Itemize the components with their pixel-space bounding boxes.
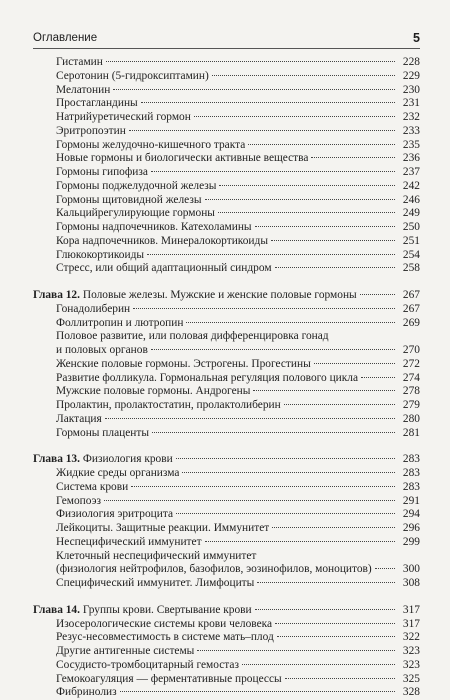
toc-entry[interactable] [33,645,420,659]
running-head [33,30,420,49]
leader-dots [147,254,395,255]
entry-page: 272 [402,357,420,370]
toc-entry[interactable] [33,673,420,687]
entry-title: Мелатонин [56,83,111,96]
leader-dots [248,144,395,145]
toc-entry[interactable] [33,481,420,495]
entry-title: Система крови [56,480,129,493]
chapter-14 [33,604,420,700]
leader-dots [197,650,395,651]
entry-title: Натрийуретический гормон [56,111,191,123]
toc-entry[interactable] [33,235,420,249]
toc-entry[interactable] [33,207,420,221]
entry-page: 232 [402,111,420,123]
entry-page: 230 [402,83,420,96]
entry-page: 249 [402,207,420,220]
entry-title: Гормоны желудочно-кишечного тракта [56,138,246,151]
entry-title: Изосерологические системы крови человека [56,617,273,630]
running-head-title: Оглавление [33,32,98,44]
entry-title: Физиология эритроцита [56,508,174,521]
chapter-title: Группы крови. Свертывание крови [82,603,252,616]
leader-dots [375,568,395,569]
entry-title: Стресс, или общий адаптационный синдром [56,262,272,275]
leader-dots [275,623,395,624]
entry-page: 283 [402,480,420,493]
entry-page: 294 [402,508,420,521]
toc-entry[interactable] [33,97,420,111]
leader-dots [314,363,395,364]
chapter-heading[interactable] [33,289,420,303]
toc-entry[interactable] [33,262,420,276]
entry-title: Специфический иммунитет. Лимфоциты [56,577,255,589]
entry-title: (физиология нейтрофилов, базофилов, эозинофилов, моноцитов) [56,563,372,576]
entry-page: 269 [402,316,420,329]
chapter-label: Глава 13. [33,453,80,466]
entry-title: Гормоны надпочечников. Катехоламины [56,221,252,233]
leader-dots [219,185,395,186]
toc-entry[interactable] [33,317,420,331]
entry-title: Развитие фолликула. Гормональная регуляция полового цикла [56,371,359,384]
entry-title: Новые гормоны и биологически активные вещества [56,152,309,165]
toc-entry[interactable] [33,686,420,700]
leader-dots [141,102,395,103]
leader-dots [212,75,395,76]
entry-page: 283 [402,467,420,479]
toc-entry[interactable] [33,372,420,386]
leader-dots [255,226,395,227]
entry-page: 250 [402,221,420,233]
entry-title: Жидкие среды организма [56,467,180,479]
toc-entry[interactable] [33,467,420,481]
leader-dots [120,691,395,692]
toc-entry[interactable] [33,180,420,194]
toc-entry[interactable] [33,385,420,399]
toc-entry-wrapped-first-line[interactable]: Клеточный неспецифический иммунитет [56,549,257,562]
entry-title: Гемокоагуляция — ферментативные процессы [56,672,282,685]
toc-entry[interactable] [33,166,420,180]
leader-dots [106,61,395,62]
entry-title: Фибринолиз [56,686,117,699]
chapter-heading[interactable] [33,604,420,618]
leader-dots [218,212,395,213]
entry-title: Глюкокортикоиды [56,248,145,261]
toc-entry[interactable] [33,152,420,166]
toc-entry[interactable] [33,194,420,208]
entry-list [33,618,420,700]
entry-page: 328 [402,686,420,699]
chapter-page: 317 [402,603,420,616]
entry-page: 258 [402,262,420,275]
entry-page: 291 [402,494,420,507]
entry-page: 233 [402,124,420,137]
toc-entry[interactable] [33,70,420,84]
entry-page: 296 [402,522,420,534]
entry-page: 246 [402,193,420,206]
entry-page: 279 [402,399,420,411]
entry-page: 278 [402,385,420,398]
toc-entry[interactable] [33,111,420,125]
entry-title: Кальцийрегулирующие гормоны [56,207,215,220]
entry-page: 251 [402,234,420,247]
entry-page: 281 [402,426,420,439]
entry-page: 323 [402,658,420,671]
leader-dots [113,89,395,90]
leader-dots [272,527,395,528]
entry-page: 236 [402,152,420,165]
leader-dots [152,432,395,433]
toc-entry[interactable] [33,413,420,427]
entry-title: Гормоны щитовидной железы [56,193,202,206]
entry-list [33,467,420,550]
entry-title: Другие антигенные системы [56,645,195,657]
entry-title: Серотонин (5-гидроксиптамин) [56,69,209,82]
entry-title: Женские половые гормоны. Эстрогены. Прогестины [56,357,311,370]
leader-dots [277,636,395,637]
entry-list [33,303,420,331]
leader-dots [105,418,395,419]
entry-title: Эритропоэтин [56,124,126,137]
entry-page: 280 [402,412,420,425]
chapter-page: 283 [402,453,420,466]
entry-page: 322 [402,631,420,644]
leader-dots [271,240,395,241]
toc-entry[interactable] [33,358,420,372]
entry-page: 299 [402,535,420,548]
entry-page: 308 [402,577,420,589]
entry-title: Гормоны гипофиза [56,166,148,178]
leader-dots [257,582,395,583]
leader-dots [205,541,395,542]
toc-entry[interactable] [33,577,420,591]
entry-title: Сосудисто-тромбоцитарный гемостаз [56,658,239,671]
leader-dots [182,472,395,473]
entry-page: 270 [402,344,420,356]
entry-title: Пролактин, пролактостатин, пролактолиберин [56,399,281,411]
toc-entry[interactable] [33,139,420,153]
entry-title: Лейкоциты. Защитные реакции. Иммунитет [56,522,270,534]
entry-title: Гормоны плаценты [56,426,150,439]
toc-entry[interactable] [33,249,420,263]
toc-entry[interactable] [33,56,420,70]
leader-dots [176,458,395,459]
entry-title: Гормоны поджелудочной железы [56,179,217,192]
toc-entry[interactable] [33,495,420,509]
chapter-13 [33,453,420,591]
entry-page: 228 [402,56,420,68]
entry-title: Неспецифический иммунитет [56,535,202,548]
leader-dots [194,116,395,117]
entry-page: 237 [402,166,420,178]
entry-title: Гистамин [56,56,103,68]
chapter-title: Половые железы. Мужские и женские половые гормоны [82,289,357,301]
chapter-label: Глава 12. [33,289,80,301]
table-of-contents [33,56,420,700]
leader-dots [176,513,395,514]
toc-entry[interactable] [33,84,420,98]
entry-page: 229 [402,69,420,82]
toc-entry-wrapped-first-line[interactable]: Половое развитие, или половая дифференцировка гонад [56,330,329,343]
entry-title: Простагландины [56,97,138,110]
entry-title: Кора надпочечников. Минералокортикоиды [56,234,268,247]
entry-title: Лактация [56,412,102,425]
entry-page: 267 [402,302,420,315]
entry-title: Гонадолиберин [56,302,131,315]
leader-dots [361,377,395,378]
chapter-title: Физиология крови [82,453,173,466]
toc-entry[interactable] [33,221,420,235]
toc-entry[interactable] [33,399,420,413]
entry-title: и половых органов [56,344,148,356]
entry-list [33,577,420,591]
toc-entry[interactable] [33,631,420,645]
entry-page: 323 [402,645,420,657]
toc-entry[interactable] [33,522,420,536]
toc-entry-wrapped-second-line[interactable] [33,344,420,358]
toc-entry-wrapped-second-line[interactable] [33,563,420,577]
leader-dots [131,486,395,487]
leader-dots [133,308,395,309]
leader-dots [255,609,395,610]
chapter-11-tail [33,56,420,276]
entry-page: 242 [402,179,420,192]
toc-entry[interactable] [33,303,420,317]
leader-dots [311,157,395,158]
leader-dots [284,404,395,405]
entry-page: 254 [402,248,420,261]
toc-entry[interactable] [33,618,420,632]
leader-dots [129,130,395,131]
entry-page: 274 [402,371,420,384]
leader-dots [285,678,395,679]
entry-page: 325 [402,672,420,685]
leader-dots [151,349,395,350]
toc-entry[interactable] [33,659,420,673]
chapter-12 [33,289,420,440]
leader-dots [360,294,395,295]
entry-page: 231 [402,97,420,110]
toc-entry[interactable] [33,427,420,441]
toc-entry[interactable] [33,508,420,522]
entry-list [33,56,420,276]
entry-title: Фоллитропин и лютропин [56,316,184,329]
entry-title: Резус-несовместимость в системе мать–плод [56,631,274,644]
chapter-heading[interactable] [33,453,420,467]
chapter-label: Глава 14. [33,603,80,616]
leader-dots [253,390,395,391]
leader-dots [186,322,395,323]
leader-dots [151,171,395,172]
chapter-page: 267 [402,289,420,301]
leader-dots [104,500,395,501]
leader-dots [205,199,395,200]
toc-entry[interactable] [33,125,420,139]
toc-entry[interactable] [33,536,420,550]
page-number: 5 [413,31,420,45]
leader-dots [242,664,395,665]
entry-page: 235 [402,138,420,151]
entry-page: 317 [402,617,420,630]
leader-dots [275,267,395,268]
entry-list [33,358,420,441]
entry-title: Мужские половые гормоны. Андрогены [56,385,251,398]
entry-page: 300 [402,563,420,576]
entry-title: Гемопоэз [56,494,101,507]
